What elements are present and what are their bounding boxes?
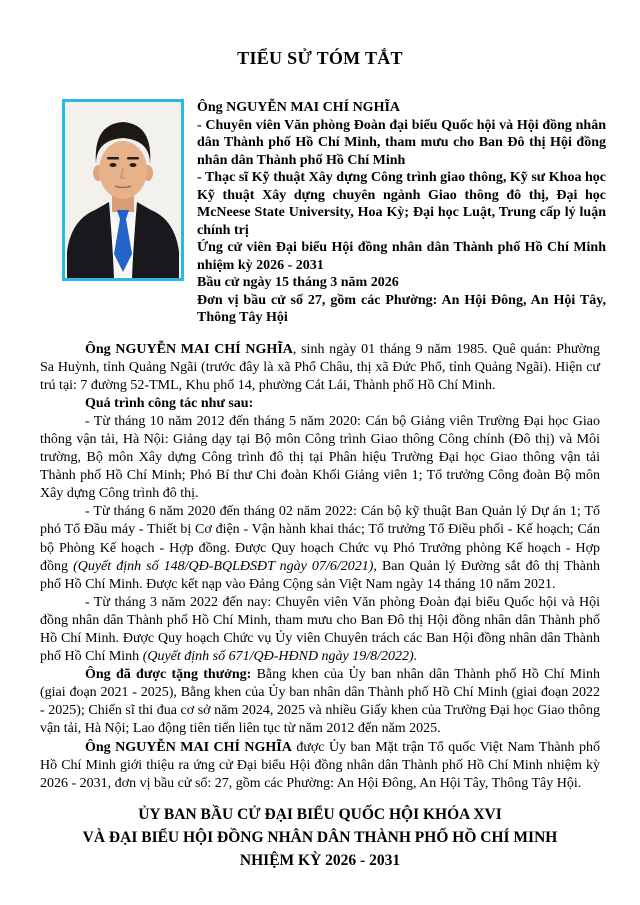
awards-lead: Ông đã được tặng thưởng:: [85, 667, 252, 683]
footer-line-2: VÀ ĐẠI BIỂU HỘI ĐỒNG NHÂN DÂN THÀNH PHỐ HỒ CHÍ MINH: [82, 828, 558, 846]
career-2-text: - Từ tháng 6 năm 2020 đến tháng 02 năm 2022: Cán bộ kỹ thuật Ban Quản lý Dự án 1; Tổ phó Tổ Đầu máy - Thiết bị Cơ điện - Vận hành khai thác; Tổ trưởng Tổ Điều phối - Kế hoạch; Cán bộ Phòng Kế hoạch - Hợp đồng. Được Quy hoạch Chức vụ Phó Trưởng phòng Kế hoạch - Hợp đồng: [40, 504, 600, 574]
portrait-illustration: [65, 102, 181, 278]
career-2-decision-ref: (Quyết định số 148/QĐ-BQLĐSĐT ngày 07/6/2021): [73, 558, 374, 574]
career-heading: [40, 395, 600, 413]
career-paragraph-2: [40, 503, 600, 593]
career-2-tail: , Ban Quản lý Đường sắt đô thị Thành phố Hồ Chí Minh. Được kết nạp vào Đảng Cộng sản Việt Nam ngày 14 tháng 10 năm 2021.: [40, 558, 601, 592]
awards-paragraph: [40, 666, 600, 738]
top-section: [62, 99, 606, 327]
nomination-lead: Ông NGUYỄN MAI CHÍ NGHĨA: [85, 739, 292, 755]
nomination-text: được Ủy ban Mặt trận Tổ quốc Việt Nam Thành phố Hồ Chí Minh giới thiệu ra ứng cử Đại biểu Hội đồng nhân dân Thành phố Hồ Chí Minh nhiệm kỳ 2026 - 2031, đơn vị bầu cử số: 27, gồm các Phường: An Hội Đông, An Hội Tây, Thông Tây Hội.: [40, 739, 600, 791]
election-date-line: Bầu cử ngày 15 tháng 3 năm 2026: [197, 275, 399, 290]
candidacy-line: Ứng cử viên Đại biểu Hội đồng nhân dân Thành phố Hồ Chí Minh nhiệm kỳ 2026 - 2031: [197, 240, 606, 273]
electoral-unit-line: Đơn vị bầu cử số 27, gồm các Phường: An Hội Đông, An Hội Tây, Thông Tây Hội: [197, 292, 606, 325]
career-heading-text: Quá trình công tác như sau:: [85, 395, 254, 411]
biography-body: [40, 341, 600, 793]
footer-line-1: ỦY BAN BẦU CỬ ĐẠI BIỂU QUỐC HỘI KHÓA XVI: [138, 805, 502, 823]
document-title: TIỂU SỬ TÓM TẮT: [237, 48, 403, 68]
intro-lead: Ông NGUYỄN MAI CHÍ NGHĨA: [85, 341, 293, 357]
career-paragraph-3: [40, 594, 600, 666]
footer-line-3: NHIỆM KỲ 2026 - 2031: [239, 851, 401, 869]
career-3-text: - Từ tháng 3 năm 2022 đến nay: Chuyên viên Văn phòng Đoàn đại biểu Quốc hội và Hội đồng nhân dân Thành phố Hồ Chí Minh, tham mưu cho Ban Đô thị Hội đồng nhân dân Thành phố Hồ Chí Minh. Được Quy hoạch Chức vụ Ủy viên Chuyên trách các Ban Hội đồng nhân dân Thành phố Hồ Chí Minh: [40, 594, 600, 665]
candidate-name: Ông NGUYỄN MAI CHÍ NGHĨA: [197, 100, 401, 115]
candidate-photo: [62, 99, 184, 281]
career-paragraph-1: - Từ tháng 10 năm 2012 đến tháng 5 năm 2020: Cán bộ Giảng viên Trường Đại học Giao thông vận tải, Hà Nội: Giảng dạy tại Bộ môn Công trình Giao thông Công chính (Đô thị) và Môi trường, Bộ môn Xây dựng Công trình đô thị tại Phân hiệu Trường Đại học Giao thông vận tải Thành phố Hồ Chí Minh; Phó Bí thư Chi đoàn Khối Giảng viên 1; Tổ trưởng Công đoàn Bộ môn Xây dựng Công trình đô thị.: [40, 413, 600, 502]
education-line: - Thạc sĩ Kỹ thuật Xây dựng Công trình giao thông, Kỹ sư Khoa học Kỹ thuật Xây dựng chuyên ngành Giao thông đô thị, Đại học McNeese State University, Hoa Kỳ; Đại học Luật, Trung cấp lý luận chính trị: [197, 170, 606, 238]
intro-paragraph: [40, 341, 600, 395]
role-line: - Chuyên viên Văn phòng Đoàn đại biểu Quốc hội và Hội đồng nhân dân Thành phố Hồ Chí Minh, tham mưu cho Ban Đô thị Hội đồng nhân dân Thành phố Hồ Chí Minh: [197, 117, 606, 168]
nomination-paragraph: [40, 739, 600, 793]
profile-info: [197, 99, 606, 327]
awards-text: Bằng khen của Ủy ban nhân dân Thành phố Hồ Chí Minh (giai đoạn 2021 - 2025), Bằng khen của Ủy ban nhân dân Thành phố Hồ Chí Minh (giai đoạn 2022 - 2025); Chiến sĩ thi đua cơ sở năm 2024, 2025 và nhiều Giấy khen của Trường Đại học Giao thông vận tải, Hà Nội; Lao động tiên tiến liên tục từ năm 2012 đến năm 2025.: [40, 667, 600, 737]
intro-text: , sinh ngày 01 tháng 9 năm 1985. Quê quán: Phường Sa Huỳnh, tỉnh Quảng Ngãi (trước đây là xã Phổ Châu, thị xã Đức Phổ, tỉnh Quảng Ngãi). Hiện cư trú tại: 7 đường 52-TML, Khu phố 14, phường Cát Lái, Thành phố Hồ Chí Minh.: [40, 341, 601, 393]
career-3-decision-ref: (Quyết định số 671/QĐ-HĐND ngày 19/8/2022).: [142, 649, 418, 665]
election-committee-footer: [0, 803, 640, 872]
